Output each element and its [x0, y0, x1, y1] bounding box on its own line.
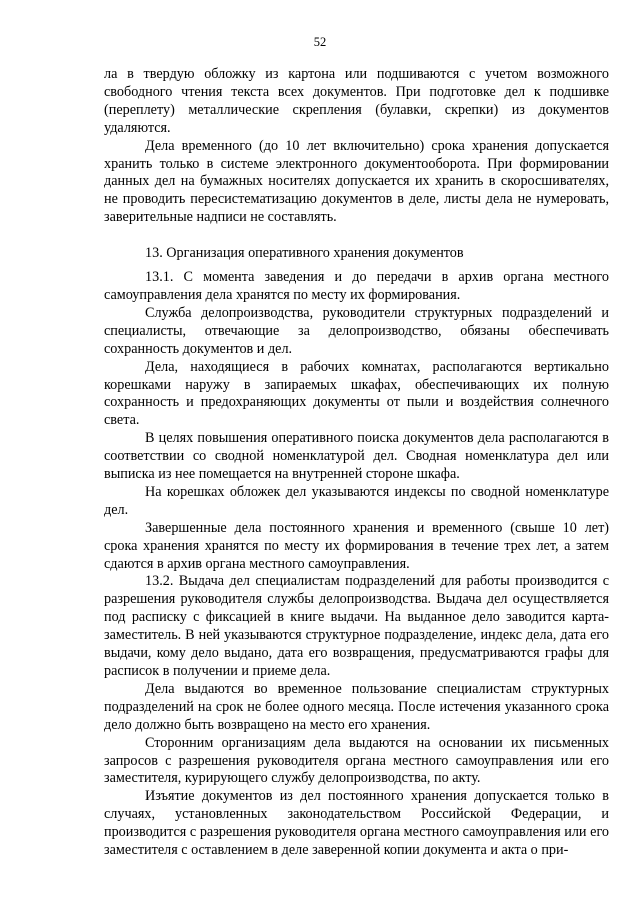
- paragraph-spine-indexes: На корешках обложек дел указываются индексы по сводной номенклатуре дел.: [104, 483, 609, 518]
- section-heading-13: 13. Организация оперативного хранения документов: [145, 245, 464, 262]
- paragraph-temporary-storage: Дела временного (до 10 лет включительно) срока хранения допускается хранить только в системе электронного документооборота. При формировании данных дел на бумажных носителях допускается их хранить в скоросшивателях, не проводить пересистематизацию документов в деле, листы дела не нумеровать, заверительные надписи не составлять.: [104, 137, 609, 226]
- paragraph-completed-files: Завершенные дела постоянного хранения и временного (свыше 10 лет) срока хранения хранятся по месту их формирования в течение трех лет, а затем сдаются в архив органа местного самоуправления.: [104, 519, 609, 572]
- document-body: [104, 66, 609, 860]
- paragraph-13-2: 13.2. Выдача дел специалистам подразделений для работы производится с разрешения руководителя службы делопроизводства. Выдача дел осуществляется под расписку с фиксацией в книге выдачи. На выданное дело заводится карта-заместитель. В ней указываются структурное подразделение, индекс дела, дата его выдачи, кому дело выдано, дата его возвращения, предусматриваются графы для расписок в получении и приеме дела.: [104, 573, 609, 679]
- paragraph-withdrawal: Изъятие документов из дел постоянного хранения допускается только в случаях, установленных законодательством Российской Федерации, и производится с разрешения руководителя органа местного самоуправления или его заместителя с оставлением в деле заверенной копии документа и акта о при-: [104, 788, 609, 859]
- paragraph-working-rooms: Дела, находящиеся в рабочих комнатах, располагаются вертикально корешками наружу в запираемых шкафах, обеспечивающих их полную сохранность и предохраняющих документы от пыли и воздействия солнечного света.: [104, 358, 609, 429]
- paragraph-third-parties: Сторонним организациям дела выдаются на основании их письменных запросов с разрешения руководителя органа местного самоуправления или его заместителя, курирующего службу делопроизводства, по акту.: [104, 734, 609, 787]
- paragraph-records-service: Служба делопроизводства, руководители структурных подразделений и специалисты, отвечающие за делопроизводство, обязаны обеспечивать сохранность документов и дел.: [104, 304, 609, 357]
- page-number: 52: [313, 35, 327, 49]
- paragraph-search-nomenclature: В целях повышения оперативного поиска документов дела располагаются в соответствии со сводной номенклатурой дел. Сводная номенклатура дел или выписка из нее помещается на внутренней стороне шкафа.: [104, 430, 609, 483]
- paragraph-temporary-use: Дела выдаются во временное пользование специалистам структурных подразделений на срок не более одного месяца. После истечения указанного срока дело должно быть возвращено на место его хранения.: [104, 680, 609, 733]
- paragraph-binding-continued: ла в твердую обложку из картона или подшиваются с учетом возможного свободного чтения текста всех документов. При подготовке дел к подшивке (переплету) металлические скрепления (булавки, скрепки) из документов удаляются.: [104, 66, 609, 136]
- paragraph-13-1: 13.1. С момента заведения и до передачи в архив органа местного самоуправления дела хранятся по месту их формирования.: [104, 269, 609, 303]
